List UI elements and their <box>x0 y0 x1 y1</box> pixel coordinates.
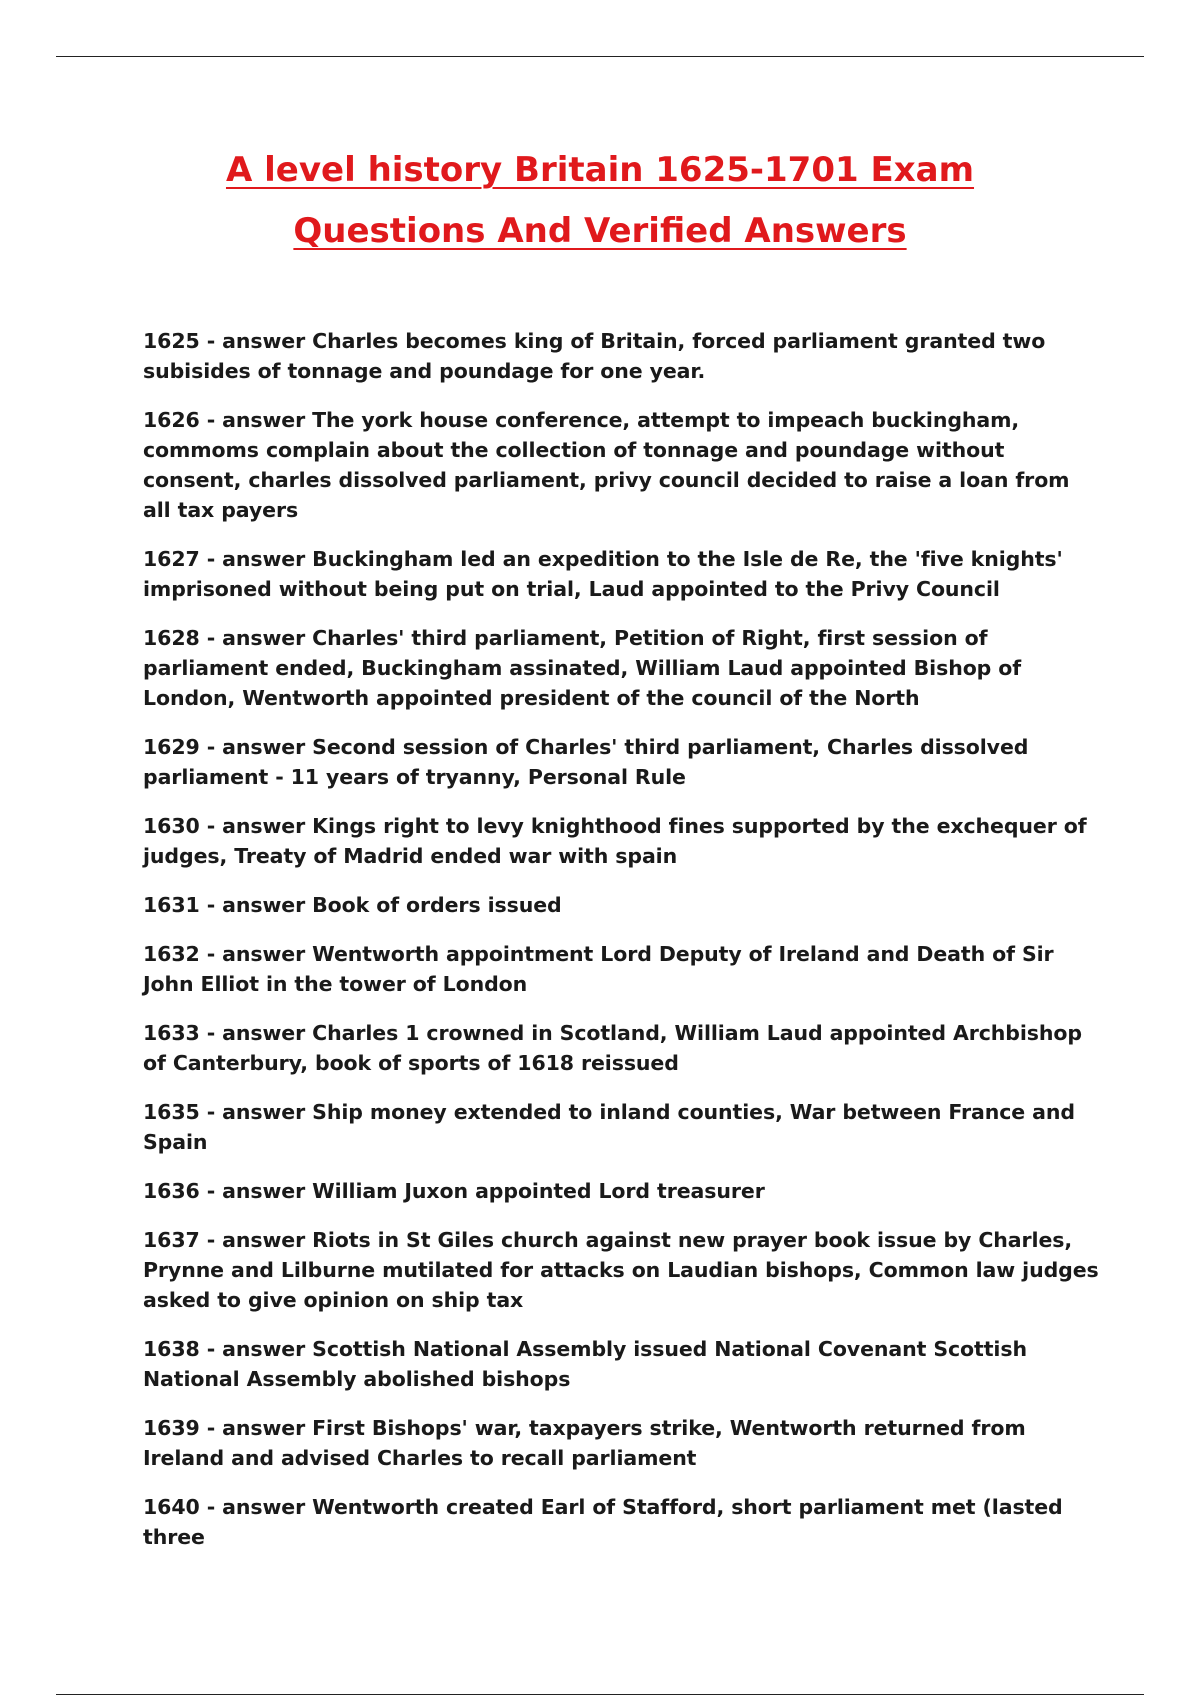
entry-1628: 1628 - answer Charles' third parliament, Petition of Right, first session of parliament ended, Buckingham assinated, William Laud appointed Bishop of London, Wentworth appointed president of the council of the North <box>143 626 1022 710</box>
footer-rule <box>56 1694 1144 1695</box>
document-title <box>0 140 1200 262</box>
entry-1629: 1629 - answer Second session of Charles' third parliament, Charles dissolved parliament - 11 years of tryanny, Personal Rule <box>143 735 1029 789</box>
header-rule <box>56 56 1144 57</box>
entry-1626: 1626 - answer The york house conference, attempt to impeach buckingham, commoms complain about the collection of tonnage and poundage without consent, charles dissolved parliament, privy council decided to raise a loan from all tax payers <box>143 408 1070 522</box>
entry-1632: 1632 - answer Wentworth appointment Lord Deputy of Ireland and Death of Sir John Elliot in the tower of London <box>143 942 1054 996</box>
entry-1637: 1637 - answer Riots in St Giles church against new prayer book issue by Charles, Prynne and Lilburne mutilated for attacks on Laudian bishops, Common law judges asked to give opinion on ship tax <box>143 1228 1099 1312</box>
entry-1627: 1627 - answer Buckingham led an expedition to the Isle de Re, the 'five knights' imprisoned without being put on trial, Laud appointed to the Privy Council <box>143 547 1063 601</box>
entry-1635: 1635 - answer Ship money extended to inland counties, War between France and Spain <box>143 1100 1075 1154</box>
entry-1625: 1625 - answer Charles becomes king of Britain, forced parliament granted two subisides of tonnage and poundage for one year. <box>143 329 1046 383</box>
entry-1633: 1633 - answer Charles 1 crowned in Scotland, William Laud appointed Archbishop of Canterbury, book of sports of 1618 reissued <box>143 1021 1082 1075</box>
entry-1636: 1636 - answer William Juxon appointed Lord treasurer <box>143 1179 765 1203</box>
entry-list <box>143 326 1103 1571</box>
entry-1630: 1630 - answer Kings right to levy knighthood fines supported by the exchequer of judges, Treaty of Madrid ended war with spain <box>143 814 1087 868</box>
entry-1631: 1631 - answer Book of orders issued <box>143 893 562 917</box>
title-line-1: A level history Britain 1625-1701 Exam <box>225 150 975 190</box>
entry-1639: 1639 - answer First Bishops' war, taxpayers strike, Wentworth returned from Ireland and advised Charles to recall parliament <box>143 1416 1026 1470</box>
entry-1638: 1638 - answer Scottish National Assembly issued National Covenant Scottish National Assembly abolished bishops <box>143 1337 1027 1391</box>
entry-1640: 1640 - answer Wentworth created Earl of Stafford, short parliament met (lasted three <box>143 1495 1063 1549</box>
title-line-2: Questions And Verified Answers <box>293 211 907 251</box>
